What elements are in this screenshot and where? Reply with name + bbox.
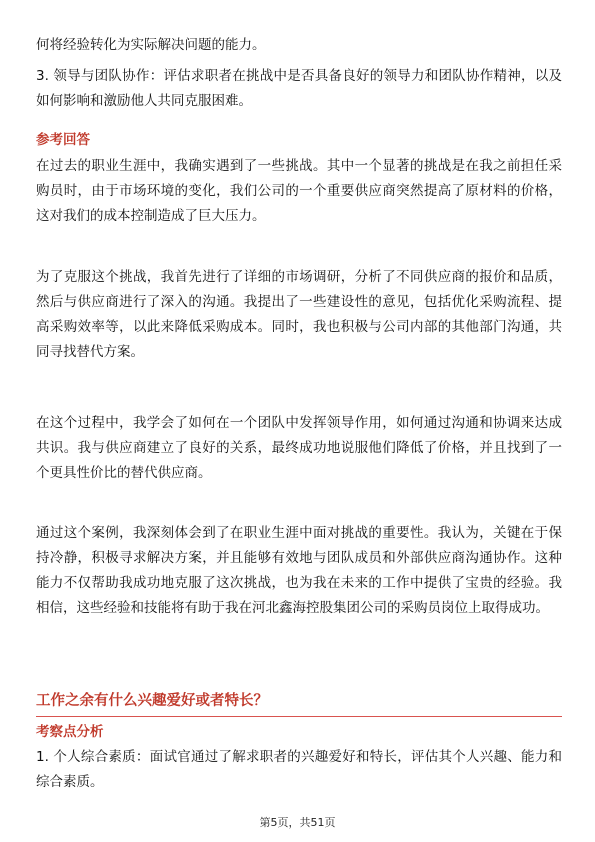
answer-paragraph-2: 为了克服这个挑战，我首先进行了详细的市场调研，分析了不同供应商的报价和品质，然后与供应商进行了深入的沟通。我提出了一些建设性的意见，包括优化采购流程、提高采购效率等，以此来降低采购成本。同时，我也积极与公司内部的其他部门沟通，共同寻找替代方案。 (36, 269, 562, 360)
page-number-footer: 第5页，共51页 (259, 816, 336, 829)
answer-paragraph-4: 通过这个案例，我深刻体会到了在职业生涯中面对挑战的重要性。我认为，关键在于保持冷静，积极寻求解决方案，并且能够有效地与团队成员和外部供应商沟通协作。这种能力不仅帮助我成功地克服了这次挑战，也为我在未来的工作中提供了宝贵的经验。我相信，这些经验和技能将有助于我在河北鑫海控股集团公司的采购员岗位上取得成功。 (36, 525, 562, 616)
reference-answer-heading: 参考回答 (36, 132, 90, 148)
analysis-point-1: 1. 个人综合素质：面试官通过了解求职者的兴趣爱好和特长，评估其个人兴趣、能力和综合素质。 (36, 749, 562, 790)
paragraph-leadership-point: 3. 领导与团队协作：评估求职者在挑战中是否具备良好的领导力和团队协作精神，以及如何影响和激励他人共同克服困难。 (36, 68, 562, 109)
answer-paragraph-1: 在过去的职业生涯中，我确实遇到了一些挑战。其中一个显著的挑战是在我之前担任采购员时，由于市场环境的变化，我们公司的一个重要供应商突然提高了原材料的价格，这对我们的成本控制造成了巨大压力。 (36, 158, 562, 224)
paragraph-continuation: 何将经验转化为实际解决问题的能力。 (36, 37, 266, 53)
answer-paragraph-3: 在这个过程中，我学会了如何在一个团队中发挥领导作用，如何通过沟通和协调来达成共识。我与供应商建立了良好的关系，最终成功地说服他们降低了价格，并且找到了一个更具性价比的替代供应商。 (36, 415, 562, 481)
question-heading: 工作之余有什么兴趣爱好或者特长？ (36, 693, 268, 709)
heading-divider (36, 716, 562, 717)
analysis-heading: 考察点分析 (36, 724, 104, 740)
